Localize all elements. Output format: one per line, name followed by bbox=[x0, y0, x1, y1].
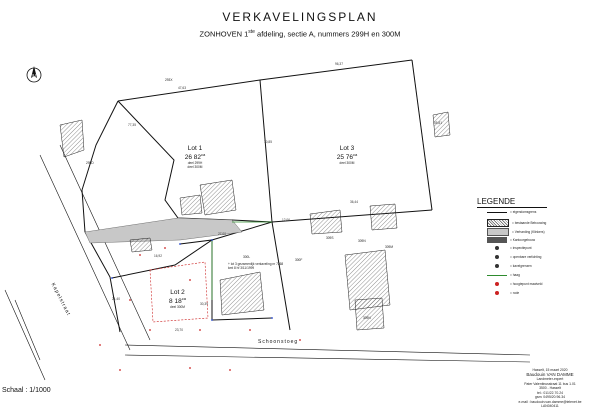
legend-item bbox=[487, 291, 519, 295]
parcel-number: 309S bbox=[326, 236, 334, 240]
legend-label: = Kantoorgebouw bbox=[510, 238, 536, 242]
measurement: 47,63 bbox=[178, 86, 186, 90]
legend-label: = bestaande Bebouwing bbox=[512, 221, 547, 225]
measurement: 55,81 bbox=[434, 121, 442, 125]
legend-swatch bbox=[487, 212, 507, 213]
street-name-kapelstraat: Kapelstraat bbox=[49, 282, 72, 318]
street-name-schoonstoeg: Schoonstoeg bbox=[258, 339, 299, 345]
legend-swatch bbox=[495, 255, 499, 259]
svg-text:N: N bbox=[32, 74, 36, 80]
legend-item bbox=[487, 219, 546, 227]
parcel-number: 300F bbox=[295, 258, 303, 262]
measurement: 70,85 bbox=[264, 140, 272, 144]
legend-item bbox=[487, 246, 532, 250]
measurement: 30,39 bbox=[200, 302, 208, 306]
measurement: 21,40 bbox=[112, 297, 120, 301]
legend-label: = haag bbox=[510, 273, 520, 277]
measurement: 27,00 bbox=[218, 232, 226, 236]
legend-swatch bbox=[495, 246, 499, 250]
legend-item bbox=[487, 255, 541, 259]
legend-swatch bbox=[487, 219, 509, 227]
parcel-note: + lot 3 gezamenlijk verkaveling nr 7268 kmt 8 hf 3/11/1999 bbox=[228, 262, 284, 270]
legend-swatch bbox=[487, 228, 509, 236]
legend-item bbox=[487, 237, 535, 243]
legend-swatch bbox=[495, 282, 499, 286]
lot-1-label: Lot 1 26 $82^{ca}$ deel 299H deel 300M bbox=[184, 145, 206, 170]
scale-label: Schaal : 1/1000 bbox=[2, 387, 51, 394]
legend-label: = eigendomsgrens bbox=[510, 210, 537, 214]
legend-swatch bbox=[495, 264, 499, 268]
legend-item bbox=[487, 282, 542, 286]
legend-item bbox=[487, 228, 545, 236]
measurement: 96,37 bbox=[335, 62, 343, 66]
legend-swatch bbox=[487, 275, 507, 276]
legend-title: LEGENDE bbox=[477, 197, 547, 208]
measurement: 36,44 bbox=[350, 200, 358, 204]
measurement: 16,92 bbox=[154, 254, 162, 258]
legend-label: = openbare verlichting bbox=[510, 255, 542, 259]
lot-2-label: Lot 2 8 $18^{ca}$ deel 300M bbox=[169, 289, 186, 310]
plan-title: VERKAVELINGSPLAN bbox=[222, 10, 378, 24]
parcel-number: 293X bbox=[165, 78, 173, 82]
legend-label: = kavelgrenzen bbox=[510, 264, 532, 268]
measurement: 77,35 bbox=[128, 123, 136, 127]
parcel-number: 300L bbox=[243, 255, 251, 259]
parcel-number: 309N bbox=[358, 239, 366, 243]
legend-swatch bbox=[487, 237, 507, 243]
legend-label: = hoogtepunt maaiveld bbox=[510, 282, 543, 286]
legend-item bbox=[487, 210, 536, 214]
legend-label: = inspectiepunt bbox=[510, 246, 532, 250]
measurement: 12,06 bbox=[282, 218, 290, 222]
measurement: 23,70 bbox=[175, 328, 183, 332]
legend-item bbox=[487, 264, 532, 268]
legend-label: = rode bbox=[510, 291, 520, 295]
lot-3-label: Lot 3 25 $76^{ca}$ deel 300M bbox=[336, 145, 358, 166]
legend-item bbox=[487, 273, 520, 277]
paved-area bbox=[85, 218, 242, 243]
parcel-number: 309N bbox=[363, 316, 371, 320]
legend-swatch bbox=[495, 291, 499, 295]
surveyor-info: Hasselt, 15 maart 2020 Baudouin VAN DAMME Landmeter-expert Pater Valentinusstraat 11 bus 1.01 3500 - Hasselt tel.: 011/22.70.24 gsm: 0495/20.96.34 e-mail : baudouin.van.damme@telenet.be LAN040411 bbox=[518, 368, 582, 408]
parcel-number: 309M bbox=[385, 245, 393, 249]
north-arrow-icon bbox=[27, 66, 41, 82]
plan-subtitle: ZONHOVEN 1ste afdeling, sectie A, nummers 299H en 300M bbox=[199, 29, 401, 39]
parcel-number: 295D bbox=[86, 161, 94, 165]
legend-label: = Verharding (Klinkers) bbox=[512, 230, 545, 234]
